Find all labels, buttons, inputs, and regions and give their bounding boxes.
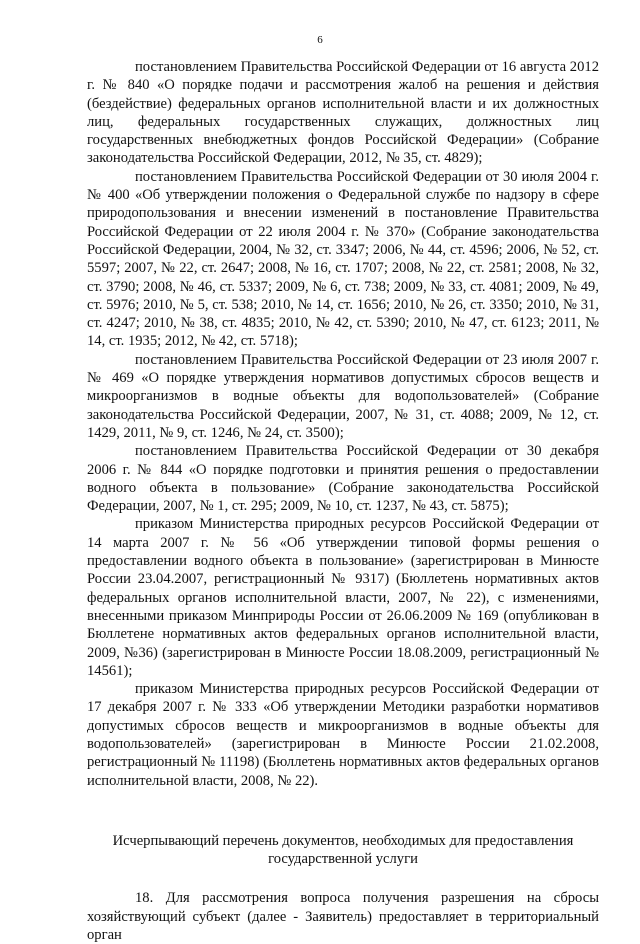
paragraph-decree-844: постановлением Правительства Российской Федерации от 30 декабря 2006 г. № 844 «О порядке подготовки и принятия решения о предоставлении водного объекта в пользование» (Собрание законодательства Российской Федерации, 2007, № 1, ст. 295; 2009, № 10, ст. 1237, № 43, ст. 5875);	[87, 443, 599, 515]
section-heading-line-2: государственной услуги	[268, 851, 418, 868]
section-heading-line-1: Исчерпывающий перечень документов, необходимых для предоставления	[112, 832, 574, 849]
paragraph-18: 18. Для рассмотрения вопроса получения разрешения на сбросы хозяйствующий субъект (далее - Заявитель) предоставляет в территориальный орган	[87, 890, 599, 944]
paragraph-decree-469: постановлением Правительства Российской Федерации от 23 июля 2007 г. № 469 «О порядке утверждения нормативов допустимых сбросов веществ и микроорганизмов в водные объекты для водопользователей» (Собрание законодательства Российской Федерации, 2007, № 31, ст. 4088; 2009, № 12, ст. 1429, 2011, № 9, ст. 1246, № 24, ст. 3500);	[87, 351, 599, 441]
paragraph-order-333: приказом Министерства природных ресурсов Российской Федерации от 17 декабря 2007 г. № 333 «Об утверждении Методики разработки нормативов допустимых сбросов веществ и микроорганизмов в водные объекты для водопользователей» (зарегистрирован в Минюсте России 21.02.2008, регистрационный № 11198) (Бюллетень нормативных актов федеральных органов исполнительной власти, 2008, № 22).	[87, 681, 599, 789]
paragraph-decree-400: постановлением Правительства Российской Федерации от 30 июля 2004 г. № 400 «Об утверждении положения о Федеральной службе по надзору в сфере природопользования и внесении изменений в постановление Правительства Российской Федерации от 22 июля 2004 г. № 370» (Собрание законодательства Российской Федерации, 2004, № 32, ст. 3347; 2006, № 44, ст. 4596; 2006, № 52, ст. 5597; 2007, № 22, ст. 2647; 2008, № 16, ст. 1707; 2008, № 22, ст. 2581; 2008, № 32, ст. 3790; 2008, № 46, ст. 5337; 2009, № 6, ст. 738; 2009, № 33, ст. 4081; 2009, № 49, ст. 5976; 2010, № 5, ст. 538; 2010, № 14, ст. 1656; 2010, № 26, ст. 3350; 2010, № 31, ст. 4247; 2010, № 38, ст. 4835; 2010, № 42, ст. 5390; 2010, № 47, ст. 6123; 2011, № 14, ст. 1935; 2012, № 42, ст. 5718);	[87, 168, 599, 350]
paragraph-order-56: приказом Министерства природных ресурсов Российской Федерации от 14 марта 2007 г. № 56 «Об утверждении типовой формы решения о предоставлении водного объекта в пользование» (зарегистрирован в Минюсте России 23.04.2007, регистрационный № 9317) (Бюллетень нормативных актов федеральных органов исполнительной власти, 2007, № 22), с изменениями, внесенными приказом Минприроды России от 26.06.2009 № 169 (опубликован в Бюллетене нормативных актов федеральных органов исполнительной власти, 2009, №36) (зарегистрирован в Минюсте России 18.08.2009, регистрационный № 14561);	[87, 516, 599, 679]
section-heading	[87, 832, 599, 869]
paragraph-decree-840: постановлением Правительства Российской Федерации от 16 августа 2012 г. № 840 «О порядке подачи и рассмотрения жалоб на решения и действия (бездействие) федеральных органов исполнительной власти и их должностных лиц, федеральных государственных служащих, должностных лиц государственных внебюджетных фондов Российской Федерации» (Собрание законодательства Российской Федерации, 2012, № 35, ст. 4829);	[87, 59, 599, 167]
document-body	[87, 58, 599, 944]
page-number: 6	[317, 34, 323, 46]
